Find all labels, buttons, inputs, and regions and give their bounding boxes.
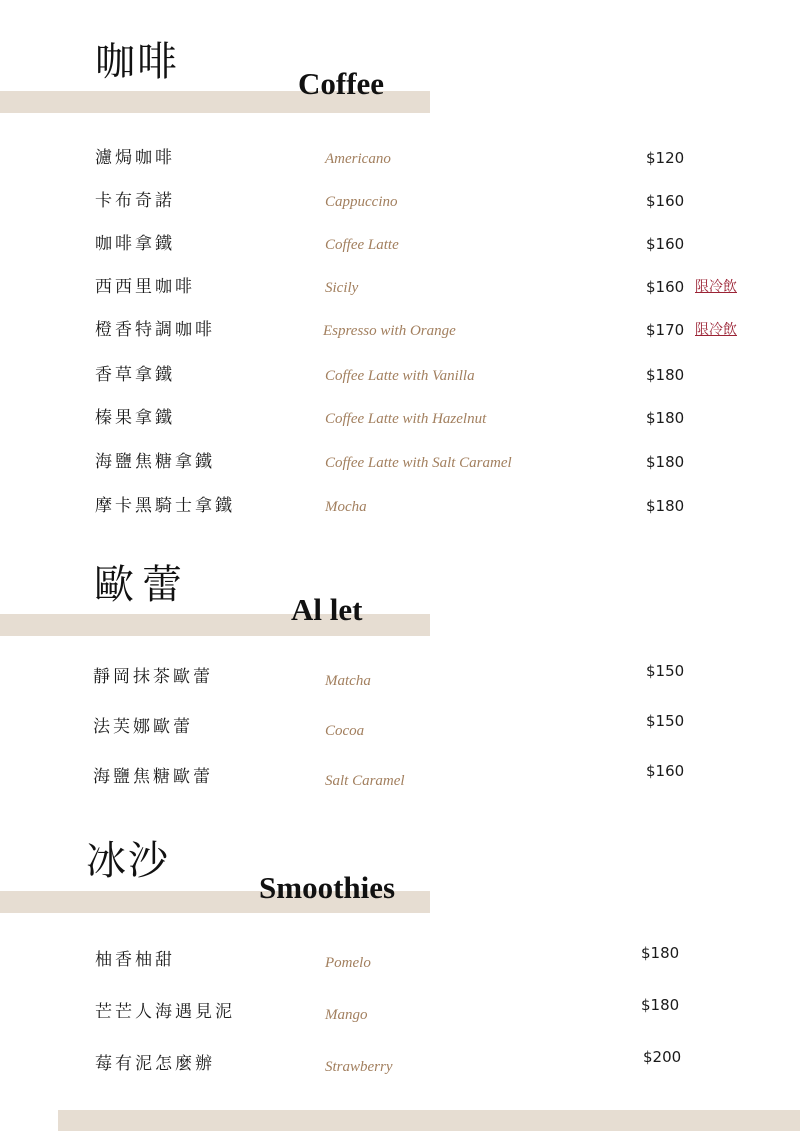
menu-item [0, 365, 800, 395]
menu-item [0, 762, 800, 797]
section-band-aulait [0, 614, 430, 636]
item-price: $160 [646, 235, 685, 253]
item-price: $180 [646, 453, 685, 471]
item-price: $180 [641, 996, 680, 1014]
item-price: $180 [641, 944, 680, 962]
item-name-zh: 榛果拿鐵 [95, 408, 175, 428]
item-name-en: Cocoa [325, 723, 365, 739]
menu-item [0, 662, 800, 697]
item-name-zh: 海鹽焦糖歐蕾 [93, 767, 213, 787]
item-name-zh: 芒芒人海遇見泥 [95, 1002, 235, 1022]
section-title-en-aulait: Al let [291, 592, 363, 627]
item-name-zh: 卡布奇諾 [95, 191, 175, 211]
item-name-en: Mocha [325, 499, 367, 515]
item-name-en: Coffee Latte with Salt Caramel [325, 455, 512, 471]
item-name-en: Mango [325, 1007, 368, 1023]
item-name-en: Coffee Latte with Vanilla [325, 368, 475, 384]
item-name-zh: 香草拿鐵 [95, 365, 175, 385]
item-price: $160 [646, 192, 685, 210]
section-title-en-coffee: Coffee [298, 66, 385, 101]
item-name-en: Espresso with Orange [323, 323, 456, 339]
section-title-en-smoothies: Smoothies [259, 870, 396, 905]
item-name-zh: 柚香柚甜 [95, 950, 175, 970]
menu-item [0, 234, 800, 264]
item-name-zh: 法芙娜歐蕾 [93, 717, 193, 737]
item-name-en: Pomelo [325, 955, 371, 971]
menu-item [0, 996, 800, 1032]
item-name-zh: 靜岡抹茶歐蕾 [93, 667, 213, 687]
item-price: $120 [646, 149, 685, 167]
footer-band [58, 1110, 800, 1131]
menu-item [0, 496, 800, 526]
item-name-zh: 咖啡拿鐵 [95, 234, 175, 254]
item-price: $180 [646, 366, 685, 384]
item-name-zh: 海鹽焦糖拿鐵 [95, 452, 215, 472]
item-name-en: Coffee Latte [325, 237, 399, 253]
menu-item [0, 320, 800, 350]
menu-item [0, 1048, 800, 1084]
item-price: $150 [646, 712, 685, 730]
item-name-en: Matcha [325, 673, 371, 689]
menu-item [0, 408, 800, 438]
item-price: $170 [646, 321, 685, 339]
item-price: $180 [646, 497, 685, 515]
menu-item [0, 277, 800, 307]
item-name-zh: 西西里咖啡 [95, 277, 195, 297]
item-price: $180 [646, 409, 685, 427]
item-name-zh: 橙香特調咖啡 [95, 320, 215, 340]
section-title-zh-smoothies: 冰沙 [86, 838, 170, 884]
menu-item [0, 712, 800, 747]
menu-item [0, 148, 800, 178]
item-name-en: Salt Caramel [325, 773, 405, 789]
section-title-zh-coffee: 咖啡 [95, 39, 179, 85]
cold-only-note: 限冷飲 [695, 279, 737, 295]
item-name-zh: 濾焗咖啡 [95, 148, 175, 168]
item-name-zh: 莓有泥怎麼辦 [95, 1054, 215, 1074]
item-name-en: Sicily [325, 280, 359, 296]
menu-item [0, 452, 800, 482]
item-price: $160 [646, 278, 685, 296]
section-title-zh-aulait: 歐蕾 [94, 562, 190, 608]
item-name-zh: 摩卡黑騎士拿鐵 [95, 496, 235, 516]
menu-item [0, 191, 800, 221]
item-price: $200 [643, 1048, 682, 1066]
item-name-en: Strawberry [325, 1059, 393, 1075]
item-name-en: Cappuccino [325, 194, 398, 210]
item-name-en: Americano [325, 151, 391, 167]
menu-item [0, 944, 800, 980]
cold-only-note: 限冷飲 [695, 322, 737, 338]
item-price: $160 [646, 762, 685, 780]
item-price: $150 [646, 662, 685, 680]
item-name-en: Coffee Latte with Hazelnut [325, 411, 487, 427]
